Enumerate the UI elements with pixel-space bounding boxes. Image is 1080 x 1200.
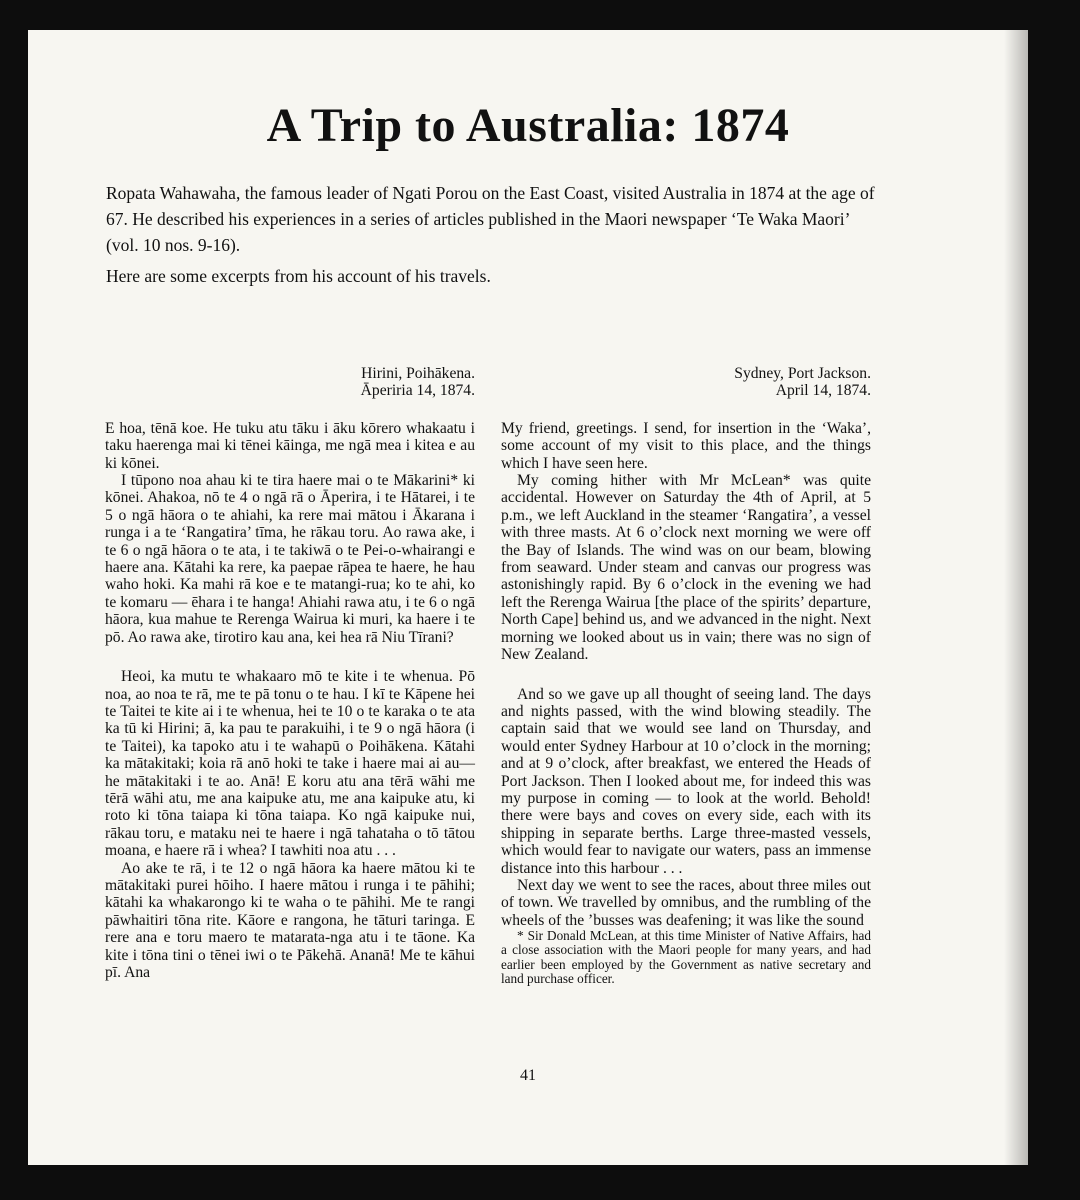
maori-paragraph: Ao ake te rā, i te 12 o ngā hāora ka haere mātou ki te mātakitaki purei hōiho. I haere mātou i runga i te pāhihi; kātahi ka whakarongo ki te waha o te pāhihi. Me te rangi pāwhaitiri tōna rite. Kāore e rangona, he tāturi taringa. E rere ana e toru maero te matarata-nga atu i te tāone. Ka kite i tōna tini o tēnei iwi o te Pākehā. Ananā! Me te kāhui pī. Ana	[105, 859, 475, 981]
maori-dateline-place: Hirini, Poihākena.	[361, 365, 475, 382]
maori-paragraph: Heoi, ka mutu te whakaaro mō te kite i te whenua. Pō noa, ao noa te rā, me te pā tonu o te hau. I kī te Kāpene hei te Taitei te kite ai i te whenua, hei te 10 o te karaka o te ata ka tū ki Hirini; ā, ka pau te parakuihi, i te 9 o ngā hāora (i te Taitei), ka tapoko atu i te wahapū o Poihākena. Kātahi ka mātakitaki; koia rā anō hoki te take i haere mai ai au—he mātakitaki i te ao. Anā! E koru atu ana tērā wāhi me tērā wāhi atu, me ana kaipuke atu, me ana kaipuke atu, ki roto ki tōna taiapa ki tōna taiapa. Ko ngā kaipuke nui, rākau toru, e mataku nei te haere i ngā tahataha o tō tātou moana, e haere rā i whea? I tawhiti noa atu . . .	[105, 668, 475, 860]
document-page	[28, 30, 1028, 1165]
scan-border-right	[1028, 0, 1080, 1200]
footnote: * Sir Donald McLean, at this time Minister of Native Affairs, had a close association with the Maori people for many years, and had earlier been employed by the Government as native secretary and land purchase officer.	[501, 928, 871, 986]
english-text-column	[501, 365, 871, 986]
maori-dateline	[105, 365, 475, 400]
intro-note: Here are some excerpts from his account of his travels.	[106, 266, 491, 286]
scan-border-left	[0, 0, 28, 1200]
maori-text-column	[105, 365, 475, 981]
maori-paragraph: E hoa, tēnā koe. He tuku atu tāku i āku kōrero whakaatu i taku haerenga mai ki tēnei kāinga, me ngā mea i kitea e au ki kōnei.	[105, 419, 475, 472]
maori-paragraph: I tūpono noa ahau ki te tira haere mai o te Mākarini* ki kōnei. Ahakoa, nō te 4 o ngā rā o Āperira, i te Hātarei, i te 5 o ngā hāora o te ahiahi, ka rere mai mātou i Ākarana i runga i a te ‘Rangatira’ tīma, he rākau toru. Ao rawa ake, i te 6 o ngā hāora o te ata, i te takiwā o te Pei-o-whairangi e haere ana. Kātahi ka rere, ka paepae rāpea te haere, he hau waho hoki. Ka mahi rā koe e te matangi-rua; ko te ahi, ko te komaru — ēhara i te hanga! Ahiahi rawa atu, i te 6 o ngā hāora, kua mahue te Rerenga Wairua ki muri, ka haere i te pō. Ao rawa ake, tirotiro kau ana, kei hea rā Niu Tīrani?	[105, 472, 475, 646]
maori-dateline-date: Āperiria 14, 1874.	[360, 382, 475, 400]
english-dateline-date: April 14, 1874.	[775, 382, 871, 400]
article-title: A Trip to Australia: 1874	[266, 99, 790, 152]
english-paragraph: My friend, greetings. I send, for insertion in the ‘Waka’, some account of my visit to this place, and the things which I have seen here.	[501, 419, 871, 472]
page-number: 41	[520, 1067, 536, 1084]
english-dateline	[501, 365, 871, 400]
english-dateline-place: Sydney, Port Jackson.	[734, 365, 871, 382]
scan-border-top	[0, 0, 1080, 30]
scan-border-bottom	[0, 1165, 1080, 1200]
english-paragraph: And so we gave up all thought of seeing land. The days and nights passed, with the wind blowing steadily. The captain said that we would see land on Thursday, and would enter Sydney Harbour at 10 o’clock in the morning; and at 9 o’clock, after breakfast, we entered the Heads of Port Jackson. Then I looked about me, for indeed this was my purpose in coming — to look at the world. Behold! there were bays and coves on every side, each with its shipping in separate berths. Large three-masted vessels, which would fear to navigate our waters, pass an immense distance into this harbour . . .	[501, 685, 871, 877]
english-paragraph: Next day we went to see the races, about three miles out of town. We travelled by omnibus, and the rumbling of the wheels of the ’busses was deafening; it was like the sound	[501, 876, 871, 929]
page-edge-shadow	[1004, 30, 1028, 1165]
english-paragraph: My coming hither with Mr McLean* was quite accidental. However on Saturday the 4th of April, at 5 p.m., we left Auckland in the steamer ‘Rangatira’, a vessel with three masts. At 6 o’clock next morning we were off the Bay of Islands. The wind was on our beam, blowing from seaward. Under steam and canvas our progress was astonishingly rapid. By 6 o’clock in the evening we had left the Rerenga Wairua [the place of the spirits’ departure, North Cape] behind us, and we advanced in the night. Next morning we looked about us in vain; there was no sign of New Zealand.	[501, 472, 871, 664]
intro-paragraph: Ropata Wahawaha, the famous leader of Ngati Porou on the East Coast, visited Australia in 1874 at the age of 67. He described his experiences in a series of articles published in the Maori newspaper ‘Te Waka Maori’ (vol. 10 nos. 9-16).	[106, 183, 875, 255]
